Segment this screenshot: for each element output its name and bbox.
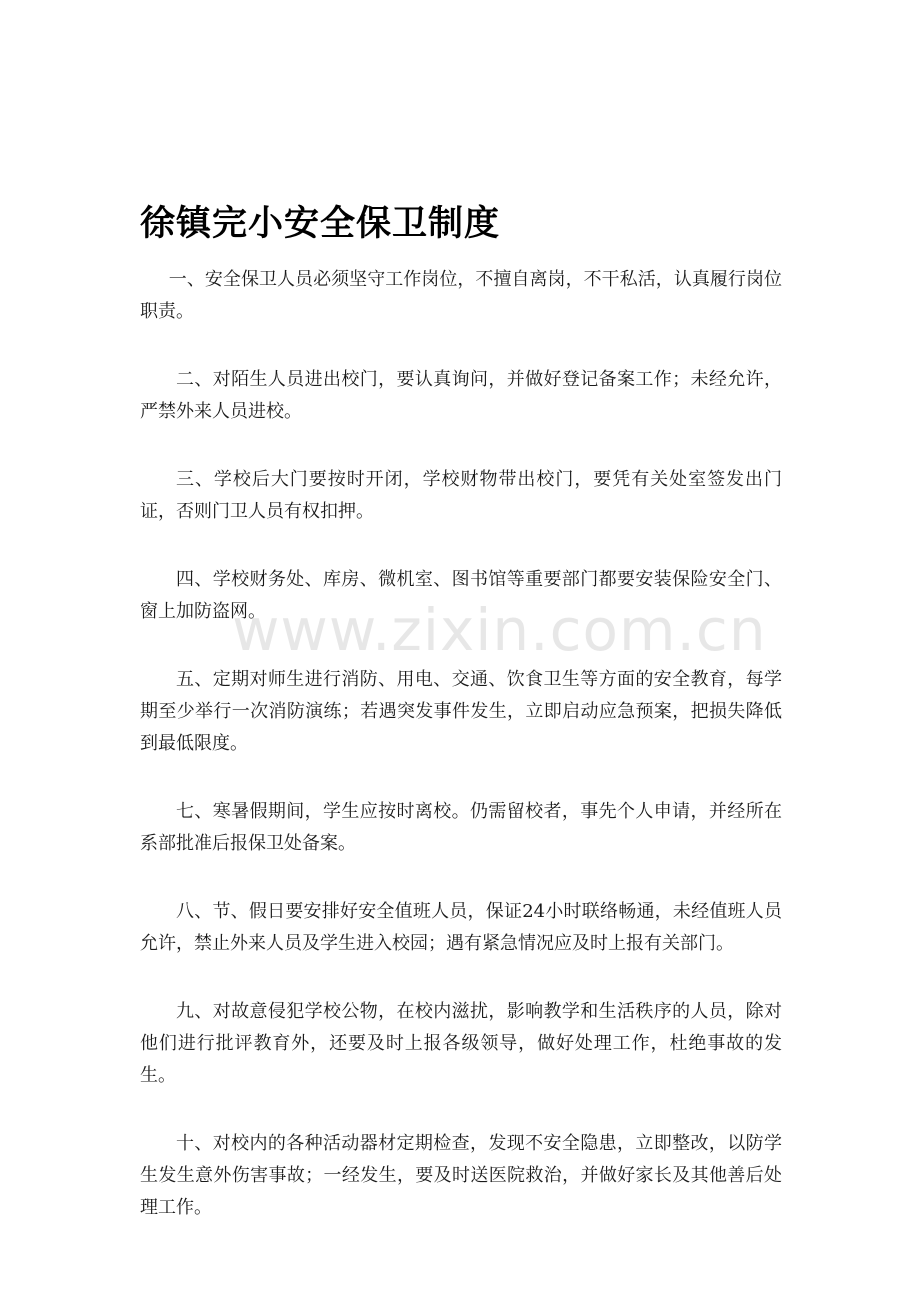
paragraph-10: 十、对校内的各种活动器材定期检查，发现不安全隐患，立即整改，以防学生发生意外伤害事故；一经发生，要及时送医院救治，并做好家长及其他善后处理工作。 bbox=[140, 1133, 782, 1218]
paragraph-9: 九、对故意侵犯学校公物，在校内滋扰，影响教学和生活秩序的人员，除对他们进行批评教育外，还要及时上报各级领导，做好处理工作，杜绝事故的发生。 bbox=[140, 1001, 782, 1086]
document-body bbox=[140, 264, 782, 1260]
paragraph-3: 三、学校后大门要按时开闭，学校财物带出校门，要凭有关处室签发出门证，否则门卫人员有权扣押。 bbox=[140, 469, 782, 522]
watermark-text: www.zixin.com.cn bbox=[232, 596, 767, 664]
paragraph-8: 八、节、假日要安排好安全值班人员，保证24小时联络畅通，未经值班人员允许，禁止外来人员及学生进入校园；遇有紧急情况应及时上报有关部门。 bbox=[140, 901, 782, 954]
paragraph-4: 四、学校财务处、库房、微机室、图书馆等重要部门都要安装保险安全门、窗上加防盗网。 bbox=[140, 569, 782, 622]
paragraph-5: 五、定期对师生进行消防、用电、交通、饮食卫生等方面的安全教育，每学期至少举行一次消防演练；若遇突发事件发生，立即启动应急预案，把损失降低到最低限度。 bbox=[140, 669, 782, 754]
paragraph-2: 二、对陌生人员进出校门，要认真询问，并做好登记备案工作；未经允许，严禁外来人员进校。 bbox=[140, 369, 782, 422]
page-title: 徐镇完小安全保卫制度 bbox=[140, 204, 501, 244]
paragraph-7: 七、寒暑假期间，学生应按时离校。仍需留校者，事先个人申请，并经所在系部批准后报保卫处备案。 bbox=[140, 801, 782, 854]
paragraph-1: 一、安全保卫人员必须坚守工作岗位，不擅自离岗，不干私活，认真履行岗位职责。 bbox=[140, 269, 782, 322]
